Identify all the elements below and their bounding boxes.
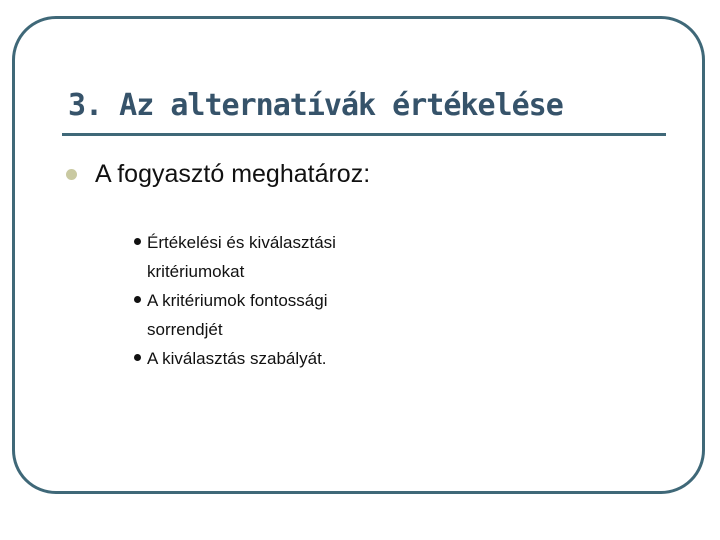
sub-bullet-text — [147, 228, 407, 286]
sub-bullet-item — [134, 286, 424, 344]
sub-bullet-line: Értékelési és kiválasztási — [147, 233, 336, 252]
sub-bullet-text — [147, 344, 407, 373]
main-bullet-item — [66, 160, 370, 189]
sub-bullet-item — [134, 228, 424, 286]
sub-bullet-text — [147, 286, 407, 344]
slide-title: 3. Az alternatívák értékelése — [68, 88, 563, 123]
sub-bullet-dot-icon — [134, 354, 141, 361]
sub-bullet-list — [134, 228, 424, 373]
sub-bullet-line: A kritériumok fontossági — [147, 291, 328, 310]
sub-bullet-dot-icon — [134, 296, 141, 303]
sub-bullet-item — [134, 344, 424, 373]
title-underline — [62, 133, 666, 136]
sub-bullet-dot-icon — [134, 238, 141, 245]
sub-bullet-line: sorrendjét — [147, 320, 223, 339]
main-bullet-text: A fogyasztó meghatároz: — [95, 160, 371, 188]
main-bullet-dot-icon — [66, 169, 77, 180]
sub-bullet-line: kritériumokat — [147, 262, 245, 281]
sub-bullet-line: A kiválasztás szabályát. — [147, 349, 327, 368]
